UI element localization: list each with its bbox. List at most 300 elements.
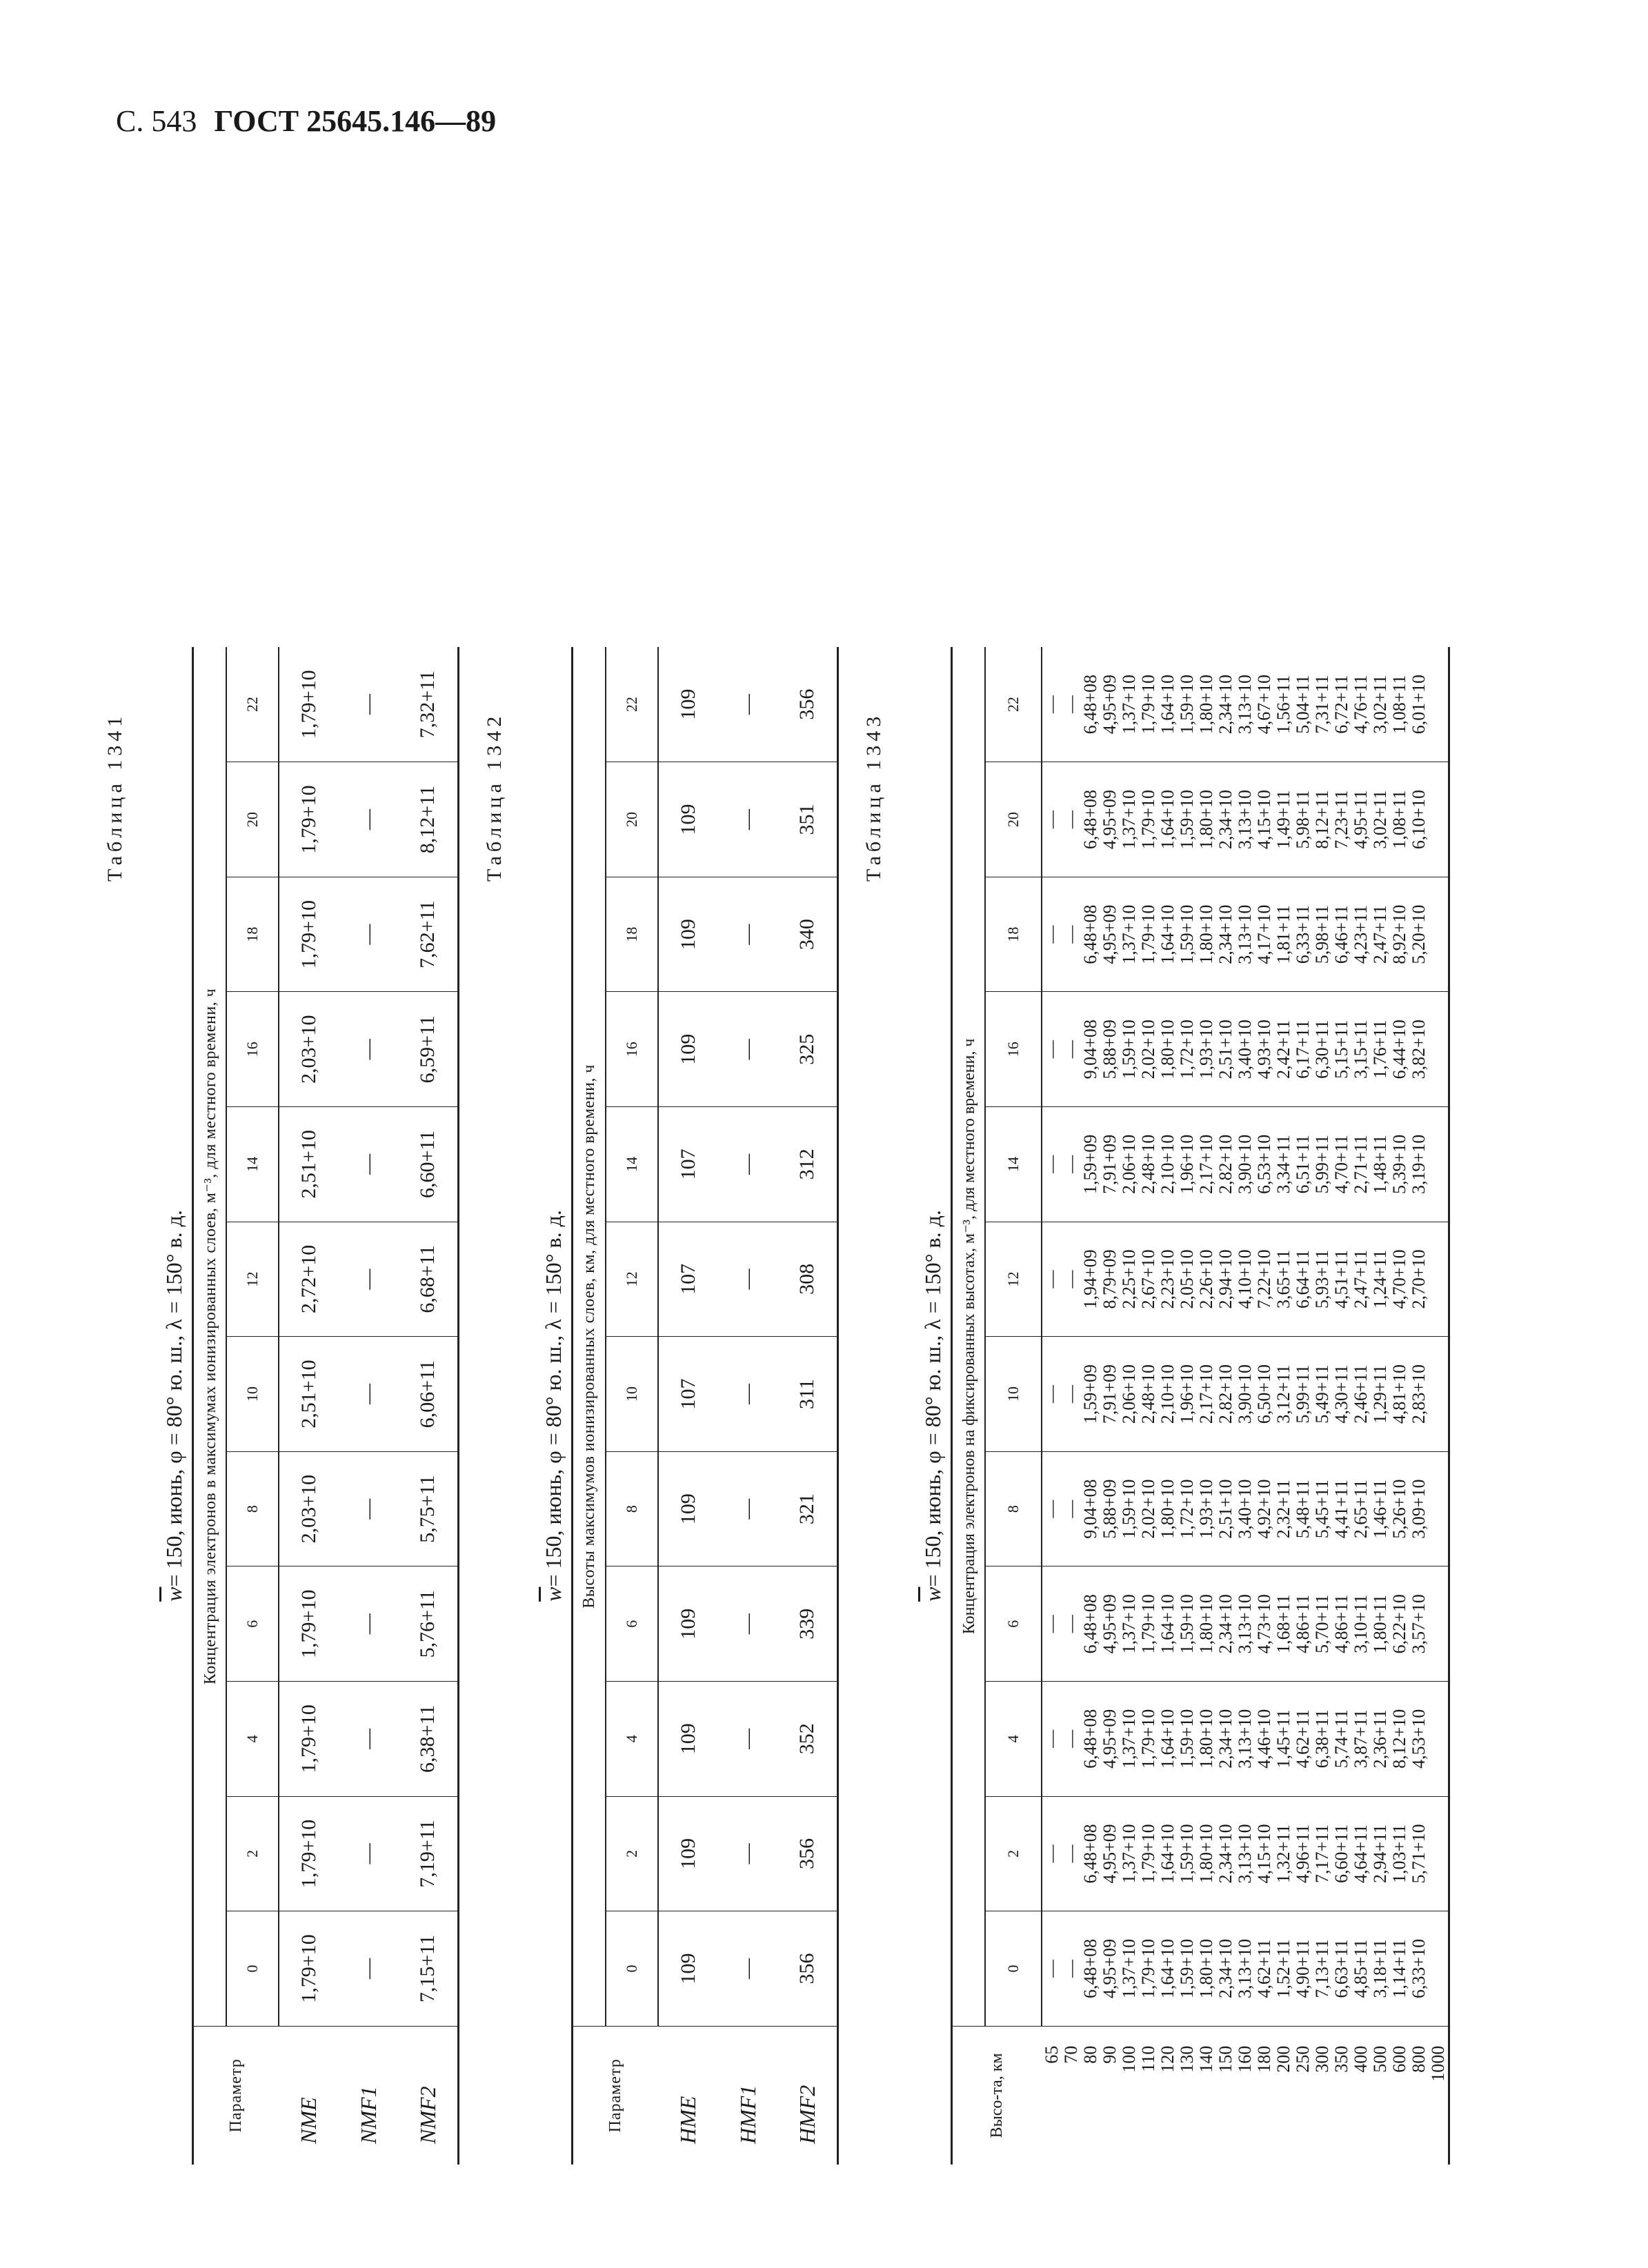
table-cell: 4,70+11 xyxy=(1332,1107,1351,1222)
hour-header: 22 xyxy=(985,647,1042,762)
table-row xyxy=(718,647,777,2165)
table-cell: 2,34+10 xyxy=(1216,877,1235,992)
hour-header: 4 xyxy=(985,1682,1042,1797)
table-cell: 5,15+11 xyxy=(1332,992,1351,1107)
table-cell: 1,79+10 xyxy=(1139,877,1158,992)
height-value: 500 xyxy=(1370,2045,1390,2073)
table-cell: — xyxy=(1042,647,1062,762)
height-value: 800 xyxy=(1409,2045,1429,2073)
table-cell: 6,10+10 xyxy=(1409,762,1429,877)
table-cell: 2,51+10 xyxy=(1216,1451,1235,1566)
table-cell: 2,32+11 xyxy=(1274,1451,1293,1566)
table-cell: 4,62+11 xyxy=(1293,1682,1313,1797)
table-cell: 1,64+10 xyxy=(1158,1911,1178,2027)
table-cell: 9,04+08 xyxy=(1081,992,1100,1107)
table-cell: — xyxy=(718,1337,777,1452)
table-cell xyxy=(1429,1107,1449,1222)
table-cell: 2,82+10 xyxy=(1216,1107,1235,1222)
table-cell: 3,90+10 xyxy=(1235,1337,1255,1452)
table-cell xyxy=(1429,1911,1449,2027)
table-cell: 6,38+11 xyxy=(1313,1682,1332,1797)
table-cell: 4,15+10 xyxy=(1255,762,1274,877)
table-cell: 1,08+11 xyxy=(1390,762,1409,877)
table-cell: 4,86+11 xyxy=(1332,1566,1351,1682)
table-row xyxy=(1351,647,1371,2165)
table-row xyxy=(1178,647,1197,2165)
table-cell: 3,12+11 xyxy=(1274,1337,1293,1452)
height-value: 140 xyxy=(1196,2045,1216,2073)
table-row xyxy=(1158,647,1178,2165)
table-cell: — xyxy=(339,1682,398,1797)
table-cell: 1,79+10 xyxy=(1139,647,1158,762)
table-cell: 2,94+11 xyxy=(1371,1796,1390,1911)
table-cell: 5,99+11 xyxy=(1293,1337,1313,1452)
table-row xyxy=(1120,647,1139,2165)
height-value: 80 xyxy=(1080,2045,1100,2064)
table-cell: — xyxy=(1042,877,1062,992)
t1343-head xyxy=(952,647,1042,2165)
header-row xyxy=(193,647,227,2165)
table-cell: 351 xyxy=(777,762,838,877)
table-cell: — xyxy=(1062,992,1081,1107)
height-value: 1000 xyxy=(1428,2045,1448,2082)
table-cell: 3,09+10 xyxy=(1409,1451,1429,1566)
table-row xyxy=(1042,647,1062,2165)
table-cell: 3,34+11 xyxy=(1274,1107,1293,1222)
table-cell: 2,47+11 xyxy=(1351,1222,1371,1337)
table-row xyxy=(1216,647,1235,2165)
table-cell: 5,75+11 xyxy=(398,1451,459,1566)
table-cell: — xyxy=(1042,1337,1062,1452)
table-cell: 4,70+10 xyxy=(1390,1222,1409,1337)
table-cell: 4,95+09 xyxy=(1100,1911,1120,2027)
table-cell: — xyxy=(1062,1451,1081,1566)
table-cell: 1,52+11 xyxy=(1274,1911,1293,2027)
hour-header: 6 xyxy=(226,1566,279,1682)
table-cell: 1,37+10 xyxy=(1120,1911,1139,2027)
hour-header: 18 xyxy=(985,877,1042,992)
table-cell: 4,92+10 xyxy=(1255,1451,1274,1566)
table-cell: 4,86+11 xyxy=(1293,1566,1313,1682)
table-cell: 3,57+10 xyxy=(1409,1566,1429,1682)
table-cell: 4,73+10 xyxy=(1255,1566,1274,1682)
table-cell: 2,46+11 xyxy=(1351,1337,1371,1452)
table-cell: 1,14+11 xyxy=(1390,1911,1409,2027)
table-cell: 3,87+11 xyxy=(1351,1682,1371,1797)
table-cell: 6,44+10 xyxy=(1390,992,1409,1107)
height-value: 90 xyxy=(1100,2045,1120,2064)
hour-header: 22 xyxy=(606,647,658,762)
table-row xyxy=(1235,647,1255,2165)
table-cell xyxy=(1429,1682,1449,1797)
table-cell: 3,90+10 xyxy=(1235,1107,1255,1222)
table-cell: 1,59+09 xyxy=(1081,1107,1100,1222)
hours-row xyxy=(985,647,1042,2165)
table-cell: 3,13+10 xyxy=(1235,1682,1255,1797)
table-cell: 1,80+10 xyxy=(1158,992,1178,1107)
hour-header: 20 xyxy=(226,762,279,877)
height-value: 110 xyxy=(1138,2045,1158,2072)
table-cell: 2,23+10 xyxy=(1158,1222,1178,1337)
table-row xyxy=(1197,647,1216,2165)
table-cell: — xyxy=(1042,992,1062,1107)
table-cell: — xyxy=(718,1107,777,1222)
table-row xyxy=(1062,647,1081,2165)
hour-header: 22 xyxy=(226,647,279,762)
table-cell: 8,12+11 xyxy=(398,762,459,877)
table-row xyxy=(339,647,398,2165)
table-cell: 1,79+10 xyxy=(1139,1796,1158,1911)
table-cell: 107 xyxy=(658,1107,718,1222)
table-cell: 1,79+10 xyxy=(1139,1911,1158,2027)
table-row xyxy=(1390,647,1409,2165)
table-cell: 2,34+10 xyxy=(1216,1566,1235,1682)
table-cell xyxy=(1429,1796,1449,1911)
table-cell: 325 xyxy=(777,992,838,1107)
table-cell: — xyxy=(1062,1107,1081,1222)
table-cell: 109 xyxy=(658,647,718,762)
group-header: Концентрация электронов на фиксированных высотах, м⁻³, для местного времени, ч xyxy=(952,647,986,2026)
height-value: 250 xyxy=(1293,2045,1313,2073)
table-cell: 2,34+10 xyxy=(1216,647,1235,762)
table-cell: 6,48+08 xyxy=(1081,877,1100,992)
table-cell: — xyxy=(718,1911,777,2027)
param-name: HME xyxy=(675,2096,700,2144)
height-header: Высо-та, км xyxy=(952,2026,1042,2165)
t1343-body xyxy=(1042,647,1449,2165)
table-cell xyxy=(1429,992,1449,1107)
group-header: Высоты максимумов ионизированных слоев, км, для местного времени, ч xyxy=(573,647,606,2026)
table-cell: — xyxy=(339,1451,398,1566)
param-header: Параметр xyxy=(573,2026,659,2165)
table-cell: 2,48+10 xyxy=(1139,1107,1158,1222)
table-cell: 1,59+10 xyxy=(1178,647,1197,762)
table-cell: — xyxy=(339,1107,398,1222)
table-cell: 3,13+10 xyxy=(1235,647,1255,762)
hour-header: 0 xyxy=(606,1911,658,2027)
table-cell: 2,70+10 xyxy=(1409,1222,1429,1337)
hour-header: 12 xyxy=(226,1222,279,1337)
table-cell: — xyxy=(718,1682,777,1797)
table-row xyxy=(1332,647,1351,2165)
table-row xyxy=(398,647,459,2165)
table-cell: — xyxy=(718,992,777,1107)
table-cell: 5,88+09 xyxy=(1100,1451,1120,1566)
height-value: 70 xyxy=(1061,2045,1081,2064)
table-cell: 1,79+10 xyxy=(279,877,339,992)
table-cell: 4,62+11 xyxy=(1255,1911,1274,2027)
table-cell: — xyxy=(1062,1682,1081,1797)
table-cell: — xyxy=(1062,877,1081,992)
param-name: NMF1 xyxy=(355,2086,381,2144)
header-row xyxy=(573,647,606,2165)
table-row xyxy=(777,647,838,2165)
table-cell: — xyxy=(1062,1222,1081,1337)
table-cell: 109 xyxy=(658,762,718,877)
table-row xyxy=(1274,647,1293,2165)
table-cell xyxy=(1429,877,1449,992)
table-cell: 2,34+10 xyxy=(1216,1682,1235,1797)
table-cell: 2,17+10 xyxy=(1197,1337,1216,1452)
table-cell xyxy=(1429,1451,1449,1566)
table-cell: — xyxy=(1062,1566,1081,1682)
height-value: 300 xyxy=(1312,2045,1332,2073)
hour-header: 0 xyxy=(985,1911,1042,2027)
table-cell: 3,18+11 xyxy=(1371,1911,1390,2027)
hour-header: 4 xyxy=(226,1682,279,1797)
table-cell: 2,25+10 xyxy=(1120,1222,1139,1337)
table-cell: 2,10+10 xyxy=(1158,1337,1178,1452)
table-cell: 5,70+11 xyxy=(1313,1566,1332,1682)
table-cell: 6,64+11 xyxy=(1293,1222,1313,1337)
table-cell: — xyxy=(1062,1337,1081,1452)
hour-header: 16 xyxy=(226,992,279,1107)
table-cell: 6,33+11 xyxy=(1293,877,1313,992)
hour-header: 14 xyxy=(226,1107,279,1222)
table-cell: 5,99+11 xyxy=(1313,1107,1332,1222)
table-cell: 1,59+10 xyxy=(1178,1796,1197,1911)
table-cell: 5,98+11 xyxy=(1293,762,1313,877)
hour-header: 10 xyxy=(985,1337,1042,1452)
table-cell: 7,32+11 xyxy=(398,647,459,762)
table-cell: 1,64+10 xyxy=(1158,1682,1178,1797)
table-cell: 2,06+10 xyxy=(1120,1107,1139,1222)
table-cell: — xyxy=(1062,1911,1081,2027)
height-value: 600 xyxy=(1389,2045,1409,2073)
table-cell: 4,10+10 xyxy=(1235,1222,1255,1337)
table-cell: — xyxy=(1042,762,1062,877)
table-cell: 4,90+11 xyxy=(1293,1911,1313,2027)
table-cell: 1,37+10 xyxy=(1120,1682,1139,1797)
t1341-body xyxy=(279,647,459,2165)
table-cell: 1,79+10 xyxy=(279,1911,339,2027)
hour-header: 18 xyxy=(606,877,658,992)
table-cell: 109 xyxy=(658,1566,718,1682)
table-1343 xyxy=(951,647,1450,2165)
table-cell: 7,91+09 xyxy=(1100,1337,1120,1452)
table-cell: 3,13+10 xyxy=(1235,1796,1255,1911)
table-cell: 1,80+10 xyxy=(1197,1796,1216,1911)
hour-header: 2 xyxy=(985,1796,1042,1911)
table-cell: 2,71+11 xyxy=(1351,1107,1371,1222)
table-cell: — xyxy=(718,1222,777,1337)
table-cell: 109 xyxy=(658,1796,718,1911)
table-cell: 1,96+10 xyxy=(1178,1337,1197,1452)
table-cell: 6,68+11 xyxy=(398,1222,459,1337)
table-row xyxy=(1081,647,1100,2165)
table-cell: — xyxy=(718,762,777,877)
table-cell: 7,15+11 xyxy=(398,1911,459,2027)
table-cell: 1,80+10 xyxy=(1197,1566,1216,1682)
table-cell: 1,80+10 xyxy=(1197,762,1216,877)
table-cell: 1,79+10 xyxy=(279,647,339,762)
table-cell: 1,37+10 xyxy=(1120,647,1139,762)
table-1343-caption: $\overline{w}= 150$, июнь, φ = 80° ю. ш., λ = 150° в. д. xyxy=(920,1210,945,1602)
table-cell: 1,80+10 xyxy=(1197,647,1216,762)
table-cell: 3,10+11 xyxy=(1351,1566,1371,1682)
table-cell: 311 xyxy=(777,1337,838,1452)
table-cell: 4,76+11 xyxy=(1351,647,1371,762)
table-cell: 5,71+10 xyxy=(1409,1796,1429,1911)
table-cell: 6,48+08 xyxy=(1081,1566,1100,1682)
table-cell: 5,76+11 xyxy=(398,1566,459,1682)
table-cell: 312 xyxy=(777,1107,838,1222)
table-row xyxy=(1293,647,1313,2165)
table-cell: 2,34+10 xyxy=(1216,762,1235,877)
height-value: 150 xyxy=(1215,2045,1235,2073)
hour-header: 20 xyxy=(985,762,1042,877)
param-name: HMF2 xyxy=(794,2085,820,2144)
table-cell: 3,02+11 xyxy=(1371,762,1390,877)
table-cell: 6,48+08 xyxy=(1081,762,1100,877)
table-cell: 1,72+10 xyxy=(1178,992,1197,1107)
table-cell: 4,67+10 xyxy=(1255,647,1274,762)
table-cell: — xyxy=(1042,1566,1062,1682)
table-cell: 2,48+10 xyxy=(1139,1337,1158,1452)
gost-number: ГОСТ 25645.146—89 xyxy=(214,104,497,138)
table-cell: 2,02+10 xyxy=(1139,1451,1158,1566)
height-value: 65 xyxy=(1041,2045,1062,2064)
table-cell: 6,60+11 xyxy=(398,1107,459,1222)
table-cell: 2,42+11 xyxy=(1274,992,1293,1107)
table-cell: 2,67+10 xyxy=(1139,1222,1158,1337)
table-cell: 2,03+10 xyxy=(279,992,339,1107)
table-cell: 1,96+10 xyxy=(1178,1107,1197,1222)
height-value: 160 xyxy=(1235,2045,1255,2073)
table-cell: 4,30+11 xyxy=(1332,1337,1351,1452)
table-cell: — xyxy=(339,992,398,1107)
table-cell: 4,95+09 xyxy=(1100,1796,1120,1911)
table-cell: 4,93+10 xyxy=(1255,992,1274,1107)
table-cell: 8,92+10 xyxy=(1390,877,1409,992)
table-1343-label: Таблица 1343 xyxy=(862,712,885,882)
hour-header: 14 xyxy=(606,1107,658,1222)
table-row xyxy=(658,647,718,2165)
hours-row xyxy=(226,647,279,2165)
table-cell: 4,85+11 xyxy=(1351,1911,1371,2027)
table-cell: 109 xyxy=(658,1682,718,1797)
table-cell: — xyxy=(1042,1911,1062,2027)
table-row xyxy=(1313,647,1332,2165)
table-cell xyxy=(1429,647,1449,762)
table-cell: 107 xyxy=(658,1337,718,1452)
height-value: 100 xyxy=(1119,2045,1139,2073)
table-cell: 4,51+11 xyxy=(1332,1222,1351,1337)
table-cell: 4,46+10 xyxy=(1255,1682,1274,1797)
table-cell: 107 xyxy=(658,1222,718,1337)
table-cell: 356 xyxy=(777,1911,838,2027)
table-row xyxy=(1371,647,1390,2165)
table-cell: 1,45+11 xyxy=(1274,1682,1293,1797)
hour-header: 12 xyxy=(985,1222,1042,1337)
table-cell: 6,46+11 xyxy=(1332,877,1351,992)
table-cell: 6,17+11 xyxy=(1293,992,1313,1107)
table-cell: 321 xyxy=(777,1451,838,1566)
table-cell: 6,60+11 xyxy=(1332,1796,1351,1911)
table-cell xyxy=(1429,1337,1449,1452)
table-cell: 3,19+10 xyxy=(1409,1107,1429,1222)
table-cell: 2,34+10 xyxy=(1216,1796,1235,1911)
table-cell: 2,02+10 xyxy=(1139,992,1158,1107)
table-1342-caption: $\overline{w}= 150$, июнь, φ = 80° ю. ш., λ = 150° в. д. xyxy=(541,1210,566,1602)
height-value: 180 xyxy=(1254,2045,1274,2073)
table-cell: 1,59+09 xyxy=(1081,1337,1100,1452)
table-cell: 1,64+10 xyxy=(1158,1796,1178,1911)
table-cell: — xyxy=(1042,1107,1062,1222)
table-cell: 1,79+10 xyxy=(279,1566,339,1682)
table-cell: 1,80+10 xyxy=(1197,877,1216,992)
hour-header: 2 xyxy=(606,1796,658,1911)
table-cell: 5,04+11 xyxy=(1293,647,1313,762)
table-cell: 1,59+10 xyxy=(1120,1451,1139,1566)
hour-header: 4 xyxy=(606,1682,658,1797)
table-cell xyxy=(1429,1222,1449,1337)
table-cell: 1,93+10 xyxy=(1197,992,1216,1107)
table-cell: 2,94+10 xyxy=(1216,1222,1235,1337)
table-cell: 4,64+11 xyxy=(1351,1796,1371,1911)
table-cell: 2,51+10 xyxy=(279,1337,339,1452)
table-cell: 4,41+11 xyxy=(1332,1451,1351,1566)
hour-header: 0 xyxy=(226,1911,279,2027)
table-1341 xyxy=(192,647,459,2165)
table-cell: 1,49+11 xyxy=(1274,762,1293,877)
table-cell: 7,22+10 xyxy=(1255,1222,1274,1337)
table-cell: — xyxy=(718,647,777,762)
table-cell: 1,59+10 xyxy=(1178,762,1197,877)
hour-header: 6 xyxy=(985,1566,1042,1682)
height-value: 400 xyxy=(1351,2045,1371,2073)
hour-header: 8 xyxy=(985,1451,1042,1566)
table-cell: 2,34+10 xyxy=(1216,1911,1235,2027)
table-cell: — xyxy=(718,1796,777,1911)
table-cell: 7,13+11 xyxy=(1313,1911,1332,2027)
table-cell: 109 xyxy=(658,877,718,992)
table-cell: 2,65+11 xyxy=(1351,1451,1371,1566)
table-cell: 109 xyxy=(658,1451,718,1566)
table-cell: 3,40+10 xyxy=(1235,992,1255,1107)
table-cell: 3,13+10 xyxy=(1235,1566,1255,1682)
t1342-body xyxy=(658,647,838,2165)
table-cell: 7,19+11 xyxy=(398,1796,459,1911)
table-cell: 2,82+10 xyxy=(1216,1337,1235,1452)
table-row xyxy=(279,647,339,2165)
table-cell: — xyxy=(718,1566,777,1682)
page-number: С. 543 xyxy=(116,104,197,138)
table-cell: 1,64+10 xyxy=(1158,762,1178,877)
table-cell: 6,30+11 xyxy=(1313,992,1332,1107)
table-cell: 6,33+10 xyxy=(1409,1911,1429,2027)
height-value: 200 xyxy=(1273,2045,1293,2073)
table-cell: 1,72+10 xyxy=(1178,1451,1197,1566)
table-cell: 4,17+10 xyxy=(1255,877,1274,992)
table-cell: — xyxy=(339,877,398,992)
table-cell: 1,56+11 xyxy=(1274,647,1293,762)
param-header: Параметр xyxy=(193,2026,279,2165)
table-cell: 2,72+10 xyxy=(279,1222,339,1337)
hour-header: 20 xyxy=(606,762,658,877)
table-cell: 4,81+10 xyxy=(1390,1337,1409,1452)
table-cell: 5,48+11 xyxy=(1293,1451,1313,1566)
table-cell: 356 xyxy=(777,1796,838,1911)
table-cell: 2,17+10 xyxy=(1197,1107,1216,1222)
table-cell: 7,31+11 xyxy=(1313,647,1332,762)
param-name: HMF1 xyxy=(735,2085,760,2144)
hour-header: 6 xyxy=(606,1566,658,1682)
table-cell: 1,79+10 xyxy=(279,1682,339,1797)
table-cell: — xyxy=(1042,1682,1062,1797)
table-cell: 1,81+11 xyxy=(1274,877,1293,992)
table-cell: 4,95+09 xyxy=(1100,1682,1120,1797)
